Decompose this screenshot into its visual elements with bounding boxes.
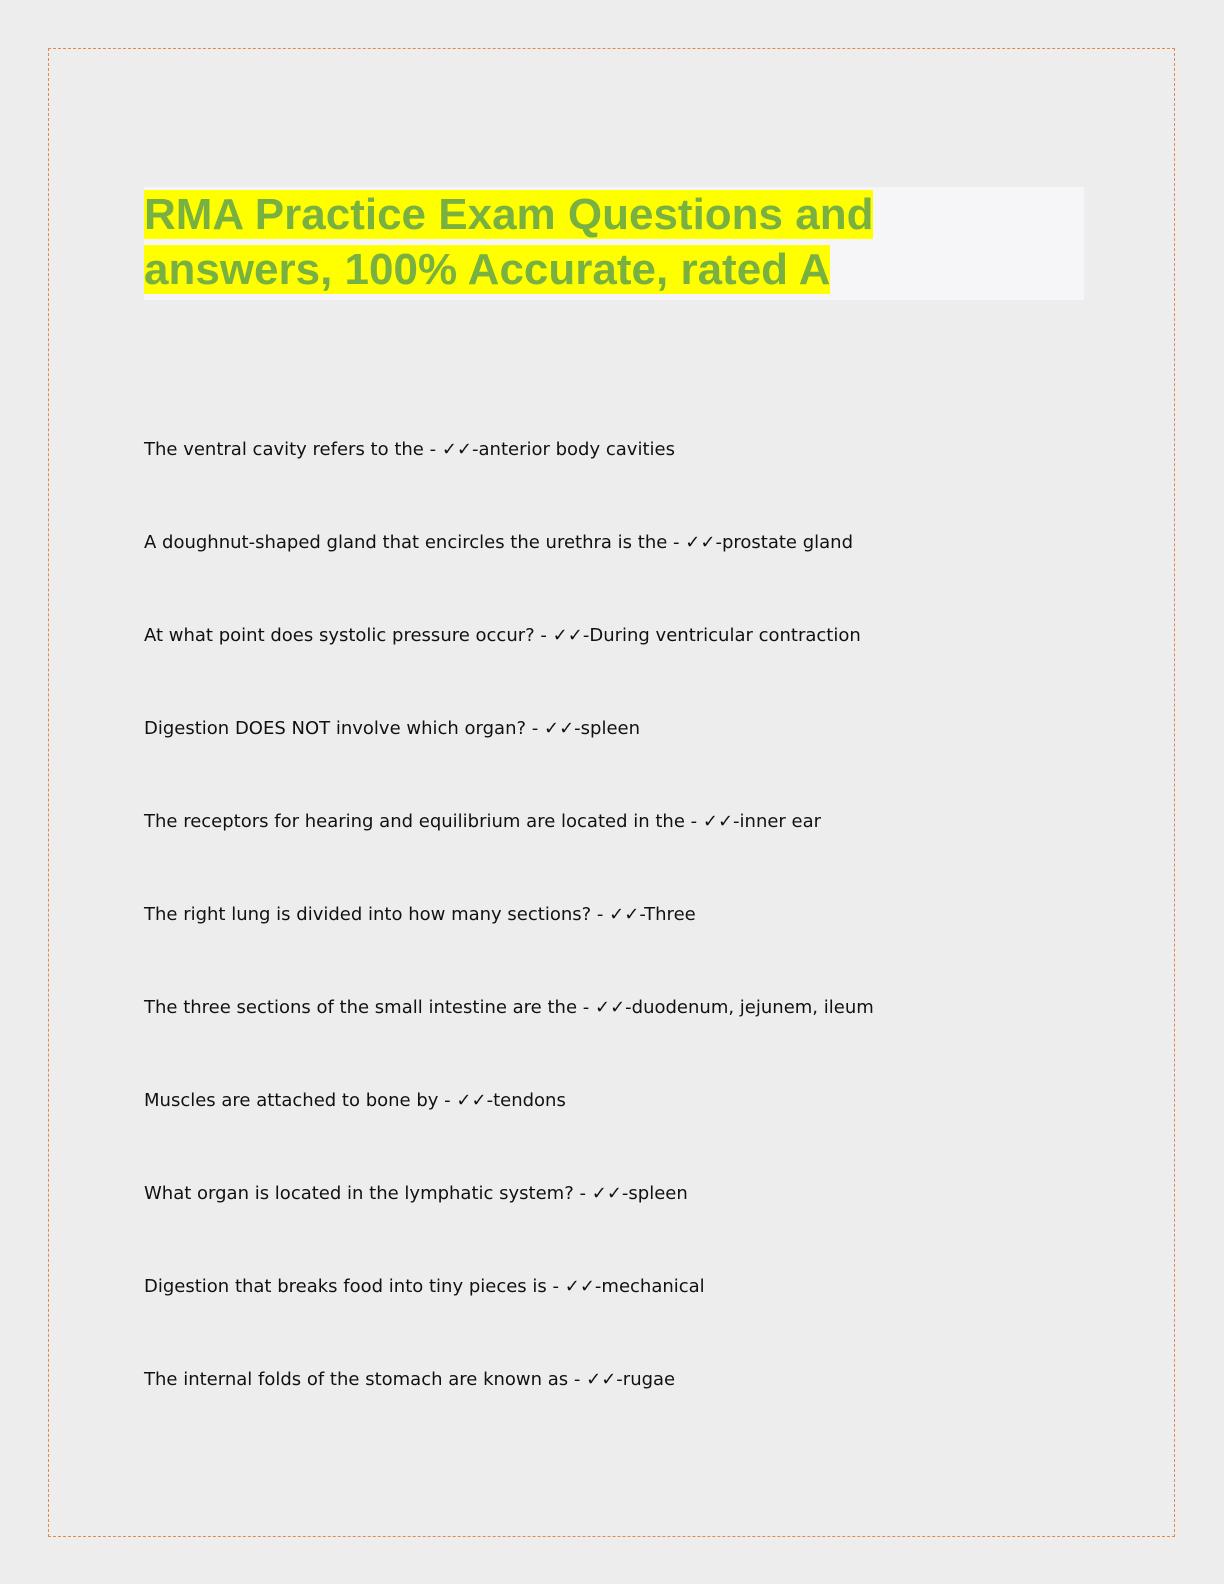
qa-item bbox=[144, 903, 874, 996]
qa-item bbox=[144, 1089, 874, 1182]
answer-prefix: - bbox=[715, 532, 722, 553]
check-mark-icon: ✓✓ bbox=[591, 1183, 622, 1204]
separator: - bbox=[568, 1369, 587, 1390]
separator: - bbox=[684, 811, 703, 832]
qa-item bbox=[144, 438, 874, 531]
check-mark-icon: ✓✓ bbox=[702, 811, 734, 832]
check-mark-icon: ✓✓ bbox=[594, 997, 626, 1018]
check-mark-icon: ✓✓ bbox=[685, 532, 716, 553]
question-text: The internal folds of the stomach are known as bbox=[144, 1369, 569, 1390]
check-mark-icon: ✓✓ bbox=[456, 1090, 487, 1111]
check-mark-icon: ✓✓ bbox=[586, 1369, 617, 1390]
separator: - bbox=[591, 904, 610, 925]
check-mark-icon: ✓✓ bbox=[441, 439, 473, 460]
check-mark-icon: ✓✓ bbox=[544, 718, 575, 739]
answer-text: During ventricular contraction bbox=[589, 625, 861, 646]
qa-list bbox=[144, 438, 874, 1461]
question-text: What organ is located in the lymphatic system? bbox=[144, 1183, 574, 1204]
question-text: The ventral cavity refers to the bbox=[144, 439, 424, 460]
qa-item bbox=[144, 810, 874, 903]
separator: - bbox=[438, 1090, 457, 1111]
question-text: The right lung is divided into how many sections? bbox=[144, 904, 592, 925]
separator: - bbox=[423, 439, 442, 460]
qa-item bbox=[144, 624, 874, 717]
document-title bbox=[144, 187, 1084, 297]
qa-item bbox=[144, 717, 874, 810]
check-mark-icon: ✓✓ bbox=[609, 904, 640, 925]
answer-prefix: - bbox=[582, 625, 590, 646]
separator: - bbox=[546, 1276, 565, 1297]
answer-text: duodenum, jejunem, ileum bbox=[631, 997, 874, 1018]
answer-text: Three bbox=[644, 904, 696, 925]
answer-text: spleen bbox=[580, 718, 641, 739]
answer-prefix: - bbox=[616, 1369, 623, 1390]
qa-item bbox=[144, 1368, 874, 1461]
answer-text: anterior body cavities bbox=[478, 439, 675, 460]
qa-item bbox=[144, 531, 874, 624]
title-box bbox=[144, 187, 1084, 300]
answer-text: mechanical bbox=[601, 1276, 705, 1297]
answer-prefix: - bbox=[472, 439, 479, 460]
answer-text: tendons bbox=[493, 1090, 566, 1111]
question-text: The three sections of the small intestine are the bbox=[144, 997, 578, 1018]
answer-text: prostate gland bbox=[721, 532, 853, 553]
qa-item bbox=[144, 996, 874, 1089]
answer-prefix: - bbox=[594, 1276, 602, 1297]
answer-prefix: - bbox=[486, 1090, 494, 1111]
separator: - bbox=[526, 718, 544, 739]
answer-prefix: - bbox=[625, 997, 632, 1018]
answer-text: inner ear bbox=[739, 811, 822, 832]
qa-item bbox=[144, 1275, 874, 1368]
check-mark-icon: ✓✓ bbox=[552, 625, 583, 646]
answer-prefix: - bbox=[639, 904, 645, 925]
question-text: The receptors for hearing and equilibrium are located in the bbox=[144, 811, 685, 832]
separator: - bbox=[534, 625, 553, 646]
answer-text: rugae bbox=[622, 1369, 676, 1390]
separator: - bbox=[577, 997, 595, 1018]
separator: - bbox=[573, 1183, 592, 1204]
question-text: A doughnut-shaped gland that encircles the urethra is the bbox=[144, 532, 668, 553]
check-mark-icon: ✓✓ bbox=[564, 1276, 595, 1297]
answer-prefix: - bbox=[574, 718, 581, 739]
question-text: Muscles are attached to bone by bbox=[144, 1090, 439, 1111]
answer-prefix: - bbox=[621, 1183, 629, 1204]
question-text: At what point does systolic pressure occur? bbox=[144, 625, 535, 646]
question-text: Digestion that breaks food into tiny pieces is bbox=[144, 1276, 547, 1297]
separator: - bbox=[667, 532, 686, 553]
question-text: Digestion DOES NOT involve which organ? bbox=[144, 718, 527, 739]
answer-prefix: - bbox=[733, 811, 740, 832]
answer-text: spleen bbox=[628, 1183, 688, 1204]
qa-item bbox=[144, 1182, 874, 1275]
title-line-2: answers, 100% Accurate, rated A bbox=[144, 245, 831, 294]
title-line-1: RMA Practice Exam Questions and bbox=[144, 190, 874, 239]
